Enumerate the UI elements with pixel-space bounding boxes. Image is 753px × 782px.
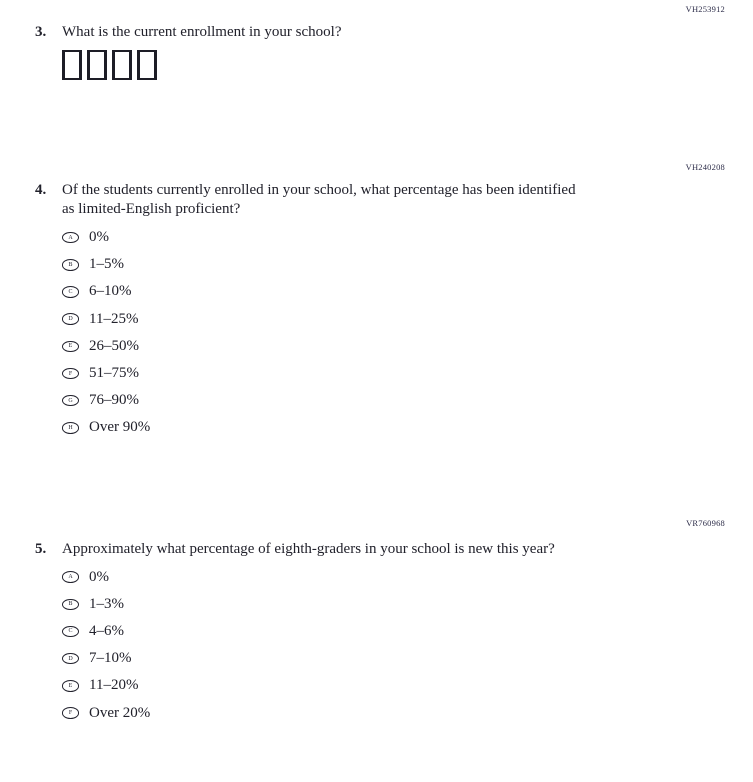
answer-bubble[interactable]: G xyxy=(62,395,79,407)
question-number: 3. xyxy=(35,24,47,40)
option-row xyxy=(62,251,753,278)
question-row xyxy=(35,540,753,559)
option-label: Over 90% xyxy=(89,419,151,436)
option-row xyxy=(62,360,753,387)
option-label: 0% xyxy=(89,229,109,246)
question-row xyxy=(35,23,753,42)
option-label: 1–3% xyxy=(89,595,124,612)
option-row xyxy=(62,699,753,726)
option-label: 7–10% xyxy=(89,650,132,667)
question-code: VH253912 xyxy=(685,4,725,14)
option-label: 51–75% xyxy=(89,365,139,382)
option-row xyxy=(62,672,753,699)
option-row xyxy=(62,591,753,618)
answer-bubble[interactable]: D xyxy=(62,313,79,325)
enrollment-digit-boxes xyxy=(62,50,753,80)
option-label: 11–25% xyxy=(89,310,139,327)
option-label: 26–50% xyxy=(89,337,139,354)
question-3 xyxy=(0,0,753,80)
option-row xyxy=(62,645,753,672)
answer-options xyxy=(62,224,753,442)
digit-box-2[interactable] xyxy=(87,50,107,80)
answer-bubble[interactable]: C xyxy=(62,286,79,298)
answer-bubble[interactable]: F xyxy=(62,368,79,380)
question-5 xyxy=(0,518,753,727)
answer-options xyxy=(62,564,753,727)
digit-box-4[interactable] xyxy=(137,50,157,80)
answer-bubble[interactable]: A xyxy=(62,232,79,244)
answer-bubble[interactable]: E xyxy=(62,341,79,353)
answer-bubble[interactable]: E xyxy=(62,680,79,692)
question-4 xyxy=(0,162,753,442)
option-label: 11–20% xyxy=(89,677,139,694)
option-row xyxy=(62,224,753,251)
option-row xyxy=(62,414,753,441)
option-label: 1–5% xyxy=(89,256,124,273)
option-label: Over 20% xyxy=(89,704,151,721)
option-row xyxy=(62,333,753,360)
question-text: Approximately what percentage of eighth-graders in your school is new this year? xyxy=(62,540,555,557)
option-row xyxy=(62,306,753,333)
question-number: 5. xyxy=(35,540,47,557)
question-code: VR760968 xyxy=(686,517,725,528)
option-label: 76–90% xyxy=(89,392,139,409)
digit-box-3[interactable] xyxy=(112,50,132,80)
digit-box-1[interactable] xyxy=(62,50,82,80)
question-number: 4. xyxy=(35,182,47,198)
answer-bubble[interactable]: F xyxy=(62,707,79,719)
question-text: What is the current enrollment in your school? xyxy=(62,24,342,40)
answer-bubble[interactable]: B xyxy=(62,599,79,611)
option-row xyxy=(62,618,753,645)
option-row xyxy=(62,564,753,591)
answer-bubble[interactable]: A xyxy=(62,571,79,583)
answer-bubble[interactable]: B xyxy=(62,259,79,271)
answer-bubble[interactable]: H xyxy=(62,422,79,434)
option-label: 6–10% xyxy=(89,283,132,300)
question-text: Of the students currently enrolled in your school, what percentage has been identified as limited-English proficient? xyxy=(62,182,576,217)
option-label: 4–6% xyxy=(89,622,124,639)
option-row xyxy=(62,387,753,414)
answer-bubble[interactable]: C xyxy=(62,626,79,638)
question-row xyxy=(35,181,753,219)
answer-bubble[interactable]: D xyxy=(62,653,79,665)
option-row xyxy=(62,278,753,305)
option-label: 0% xyxy=(89,568,109,585)
question-code: VH240208 xyxy=(685,162,725,172)
